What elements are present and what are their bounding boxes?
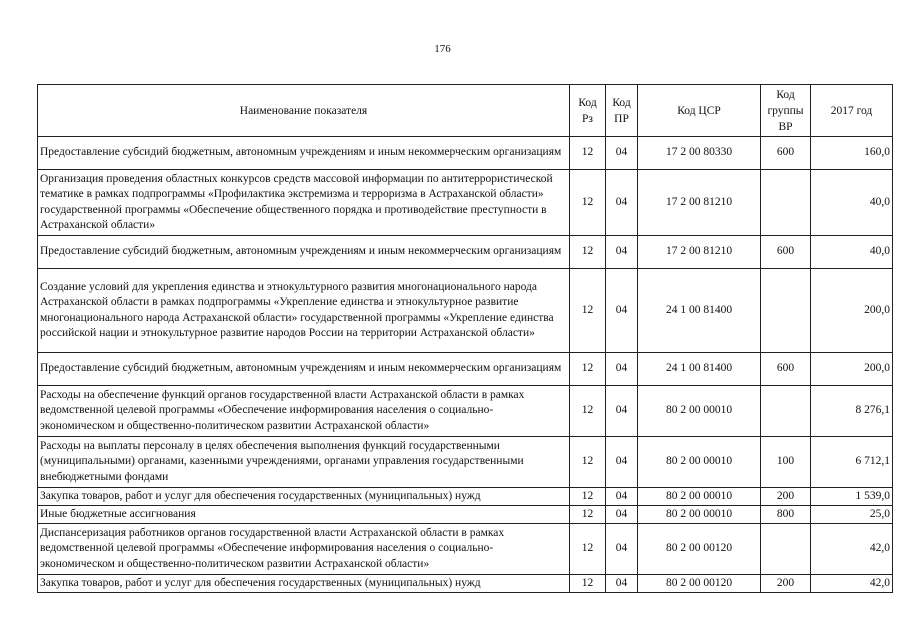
row-amount: 6 712,1 [811,437,893,488]
header-name: Наименование показателя [38,85,570,137]
row-name: Предоставление субсидий бюджетным, автономным учреждениям и иным некоммерческим организациям [38,353,570,386]
row-amount: 200,0 [811,269,893,353]
row-vr: 100 [761,437,811,488]
row-amount: 40,0 [811,170,893,236]
row-csr: 80 2 00 00120 [638,575,761,593]
row-pr: 04 [606,137,638,170]
row-rz: 12 [570,170,606,236]
row-amount: 160,0 [811,137,893,170]
row-csr: 80 2 00 00010 [638,506,761,524]
header-year: 2017 год [811,85,893,137]
row-pr: 04 [606,488,638,506]
row-rz: 12 [570,236,606,269]
row-rz: 12 [570,437,606,488]
row-pr: 04 [606,386,638,437]
table-row [38,506,893,524]
budget-table [37,84,893,593]
row-rz: 12 [570,386,606,437]
row-csr: 80 2 00 00010 [638,437,761,488]
row-rz: 12 [570,524,606,575]
row-pr: 04 [606,575,638,593]
row-pr: 04 [606,236,638,269]
row-vr: 600 [761,137,811,170]
row-name: Предоставление субсидий бюджетным, автономным учреждениям и иным некоммерческим организациям [38,236,570,269]
table-row [38,170,893,236]
row-csr: 24 1 00 81400 [638,269,761,353]
row-pr: 04 [606,170,638,236]
table-row [38,353,893,386]
row-amount: 25,0 [811,506,893,524]
table-row [38,575,893,593]
row-pr: 04 [606,353,638,386]
row-amount: 8 276,1 [811,386,893,437]
row-vr: 600 [761,236,811,269]
row-csr: 17 2 00 80330 [638,137,761,170]
row-pr: 04 [606,437,638,488]
row-csr: 24 1 00 81400 [638,353,761,386]
row-pr: 04 [606,506,638,524]
header-rz: Код Рз [570,85,606,137]
row-csr: 80 2 00 00010 [638,386,761,437]
row-name: Создание условий для укрепления единства и этнокультурного развития многонационального народа Астраханской области в рамках подпрограммы «Укрепление единства и этнокультурное развитие многонационального народа Астраханской области» государственной программы «Укрепление единства российской нации и этнокультурное развитие народов России на территории Астраханской области» [38,269,570,353]
row-vr: 200 [761,488,811,506]
table-row [38,524,893,575]
row-rz: 12 [570,506,606,524]
row-vr: 800 [761,506,811,524]
row-vr: 200 [761,575,811,593]
row-rz: 12 [570,575,606,593]
table-row [38,488,893,506]
row-amount: 42,0 [811,524,893,575]
row-csr: 17 2 00 81210 [638,170,761,236]
row-pr: 04 [606,524,638,575]
header-pr: Код ПР [606,85,638,137]
row-rz: 12 [570,488,606,506]
row-csr: 17 2 00 81210 [638,236,761,269]
row-amount: 200,0 [811,353,893,386]
table-row [38,437,893,488]
row-name: Иные бюджетные ассигнования [38,506,570,524]
header-csr: Код ЦСР [638,85,761,137]
row-vr [761,524,811,575]
row-vr [761,386,811,437]
row-name: Предоставление субсидий бюджетным, автономным учреждениям и иным некоммерческим организациям [38,137,570,170]
row-amount: 42,0 [811,575,893,593]
row-csr: 80 2 00 00120 [638,524,761,575]
row-name: Расходы на обеспечение функций органов государственной власти Астраханской области в рамках ведомственной целевой программы «Обеспечение информирования населения о социально-экономическом и общественно-политическом развитии Астраханской области» [38,386,570,437]
table-header-row [38,85,893,137]
table-row [38,137,893,170]
row-vr [761,170,811,236]
page-number: 176 [434,43,451,55]
row-rz: 12 [570,353,606,386]
row-vr [761,269,811,353]
table-row [38,386,893,437]
row-name: Закупка товаров, работ и услуг для обеспечения государственных (муниципальных) нужд [38,488,570,506]
row-name: Расходы на выплаты персоналу в целях обеспечения выполнения функций государственными (муниципальными) органами, казенными учреждениями, органами управления государственными внебюджетными фондами [38,437,570,488]
row-name: Организация проведения областных конкурсов средств массовой информации по антитеррористической тематике в рамках подпрограммы «Профилактика экстремизма и терроризма в Астраханской области» государственной программы «Обеспечение общественного порядка и противодействие преступности в Астраханской области» [38,170,570,236]
table-row [38,236,893,269]
row-csr: 80 2 00 00010 [638,488,761,506]
row-rz: 12 [570,269,606,353]
row-rz: 12 [570,137,606,170]
table-row [38,269,893,353]
header-vr: Код группы ВР [761,85,811,137]
row-amount: 1 539,0 [811,488,893,506]
row-vr: 600 [761,353,811,386]
row-name: Закупка товаров, работ и услуг для обеспечения государственных (муниципальных) нужд [38,575,570,593]
row-pr: 04 [606,269,638,353]
row-amount: 40,0 [811,236,893,269]
row-name: Диспансеризация работников органов государственной власти Астраханской области в рамках ведомственной целевой программы «Обеспечение информирования населения о социально-экономическом и общественно-политическом развитии Астраханской области» [38,524,570,575]
